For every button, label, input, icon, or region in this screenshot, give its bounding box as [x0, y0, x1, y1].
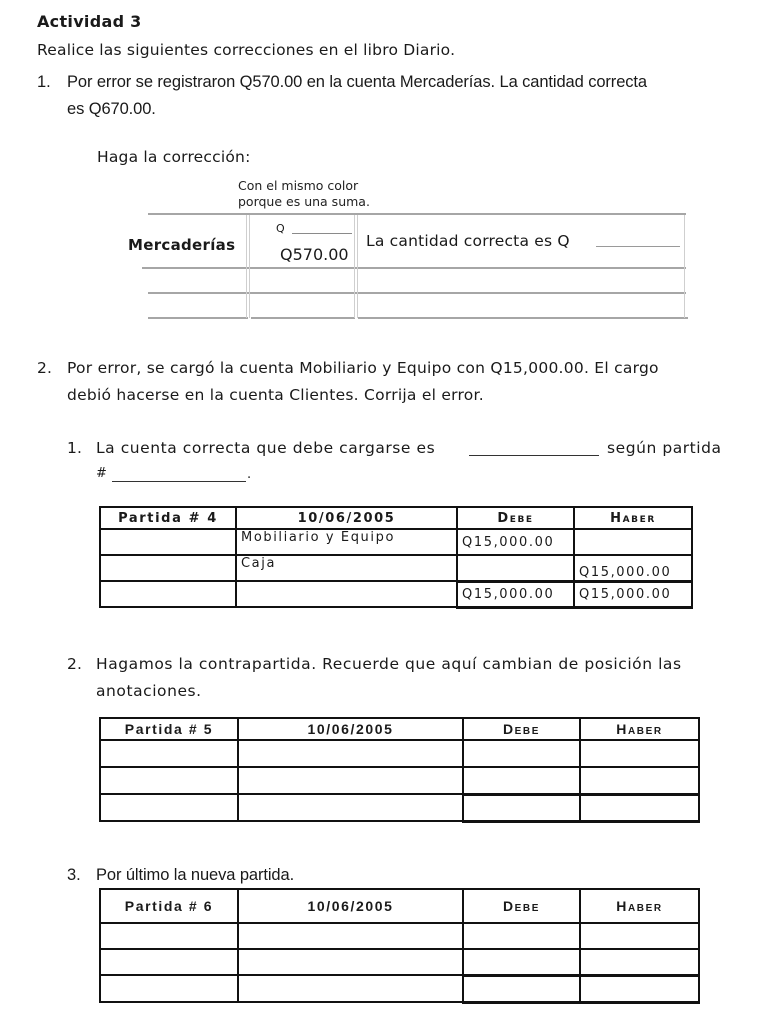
header-partida: Partida # 4 [100, 507, 236, 529]
ledger-rule [358, 317, 688, 319]
journal-total-row [100, 975, 699, 1002]
cell-debe [457, 555, 574, 581]
cell-debe[interactable] [463, 740, 580, 767]
cell-haber-total[interactable] [580, 794, 699, 821]
cell-partida[interactable] [100, 975, 238, 1002]
journal-row [100, 949, 699, 975]
ledger-rule [142, 267, 686, 269]
cell-debe-total: Q15,000.00 [457, 581, 574, 607]
item1-text-line2: es Q670.00. [67, 100, 156, 118]
journal-row [100, 529, 692, 555]
journal-table-partida-5 [99, 717, 700, 823]
sub1-partida-blank[interactable] [112, 481, 246, 482]
cell-haber[interactable] [580, 923, 699, 949]
ledger-account-name: Mercaderías [128, 236, 236, 254]
cell-haber-total: Q15,000.00 [574, 581, 692, 607]
header-partida: Partida # 6 [100, 889, 238, 923]
cell-haber[interactable] [580, 767, 699, 794]
journal-table-partida-4 [99, 506, 693, 609]
item1-prompt: Haga la corrección: [97, 148, 251, 166]
ledger-col-divider [249, 215, 250, 318]
sub2-number: 2. [67, 655, 83, 673]
journal-header-row [100, 718, 699, 740]
journal-table-partida-6 [99, 888, 700, 1004]
journal-row [100, 923, 699, 949]
cell-partida[interactable] [100, 767, 238, 794]
cell-account: Mobiliario y Equipo [236, 529, 457, 555]
cell-account [236, 581, 457, 607]
cell-account[interactable] [238, 949, 463, 975]
sub1-period: . [247, 467, 252, 482]
cell-haber [574, 529, 692, 555]
cell-account[interactable] [238, 767, 463, 794]
cell-partida[interactable] [100, 740, 238, 767]
journal-row [100, 767, 699, 794]
cell-debe: Q15,000.00 [457, 529, 574, 555]
ledger-correct-label: La cantidad correcta es Q [366, 232, 570, 250]
header-partida: Partida # 5 [100, 718, 238, 740]
journal-row [100, 555, 692, 581]
cell-partida [100, 529, 236, 555]
cell-partida [100, 555, 236, 581]
journal-header-row [100, 507, 692, 529]
ledger-col-divider [357, 215, 358, 318]
sub1-account-blank[interactable] [469, 455, 599, 456]
sub3-text: Por último la nueva partida. [96, 866, 295, 884]
ledger-col-divider [684, 215, 685, 318]
journal-header-row [100, 889, 699, 923]
cell-partida[interactable] [100, 923, 238, 949]
ledger-amount-blank[interactable] [292, 233, 352, 234]
header-debe: Debe [457, 507, 574, 529]
journal-row [100, 740, 699, 767]
item1-note-line1: Con el mismo color [238, 178, 359, 193]
journal-total-row [100, 794, 699, 821]
cell-partida[interactable] [100, 794, 238, 821]
header-date: 10/06/2005 [238, 889, 463, 923]
header-debe: Debe [463, 889, 580, 923]
cell-account[interactable] [238, 975, 463, 1002]
header-debe: Debe [463, 718, 580, 740]
activity-instruction: Realice las siguientes correcciones en el libro Diario. [37, 41, 456, 59]
cell-debe[interactable] [463, 767, 580, 794]
header-date: 10/06/2005 [238, 718, 463, 740]
cell-haber: Q15,000.00 [574, 555, 692, 581]
ledger-col-divider [354, 215, 355, 318]
journal-total-row [100, 581, 692, 607]
sub1-hash: # [96, 466, 107, 481]
ledger-correct-amount-blank[interactable] [596, 246, 680, 247]
sub1-text-b: según partida [607, 439, 722, 457]
activity-title: Actividad 3 [37, 12, 142, 31]
cell-debe-total[interactable] [463, 975, 580, 1002]
ledger-rule [148, 317, 248, 319]
cell-partida [100, 581, 236, 607]
ledger-rule [251, 317, 355, 319]
header-haber: Haber [580, 889, 699, 923]
header-haber: Haber [580, 718, 699, 740]
sub1-text-a: La cuenta correcta que debe cargarse es [96, 439, 436, 457]
sub2-text-line1: Hagamos la contrapartida. Recuerde que aquí cambian de posición las [96, 655, 682, 673]
cell-debe[interactable] [463, 923, 580, 949]
item2-number: 2. [37, 359, 53, 377]
item2-text-line1: Por error, se cargó la cuenta Mobiliario y Equipo con Q15,000.00. El cargo [67, 359, 659, 377]
ledger-recorded-amount: Q570.00 [280, 245, 349, 264]
ledger-col-divider [246, 215, 247, 318]
item1-text-line1: Por error se registraron Q570.00 en la cuenta Mercaderías. La cantidad correcta [67, 73, 647, 91]
cell-debe[interactable] [463, 949, 580, 975]
cell-account[interactable] [238, 923, 463, 949]
ledger-rule [148, 292, 686, 294]
cell-debe-total[interactable] [463, 794, 580, 821]
item2-text-line2: debió hacerse en la cuenta Clientes. Corrija el error. [67, 386, 484, 404]
sub2-text-line2: anotaciones. [96, 682, 202, 700]
cell-account: Caja [236, 555, 457, 581]
cell-account[interactable] [238, 794, 463, 821]
cell-haber[interactable] [580, 949, 699, 975]
sub1-number: 1. [67, 439, 83, 457]
header-haber: Haber [574, 507, 692, 529]
cell-partida[interactable] [100, 949, 238, 975]
ledger-q-prefix: Q [276, 222, 285, 235]
item1-note-line2: porque es una suma. [238, 194, 370, 209]
ledger-top-rule [148, 213, 686, 215]
sub3-number: 3. [67, 866, 81, 884]
cell-haber[interactable] [580, 740, 699, 767]
header-date: 10/06/2005 [236, 507, 457, 529]
item1-number: 1. [37, 73, 51, 91]
cell-haber-total[interactable] [580, 975, 699, 1002]
cell-account[interactable] [238, 740, 463, 767]
